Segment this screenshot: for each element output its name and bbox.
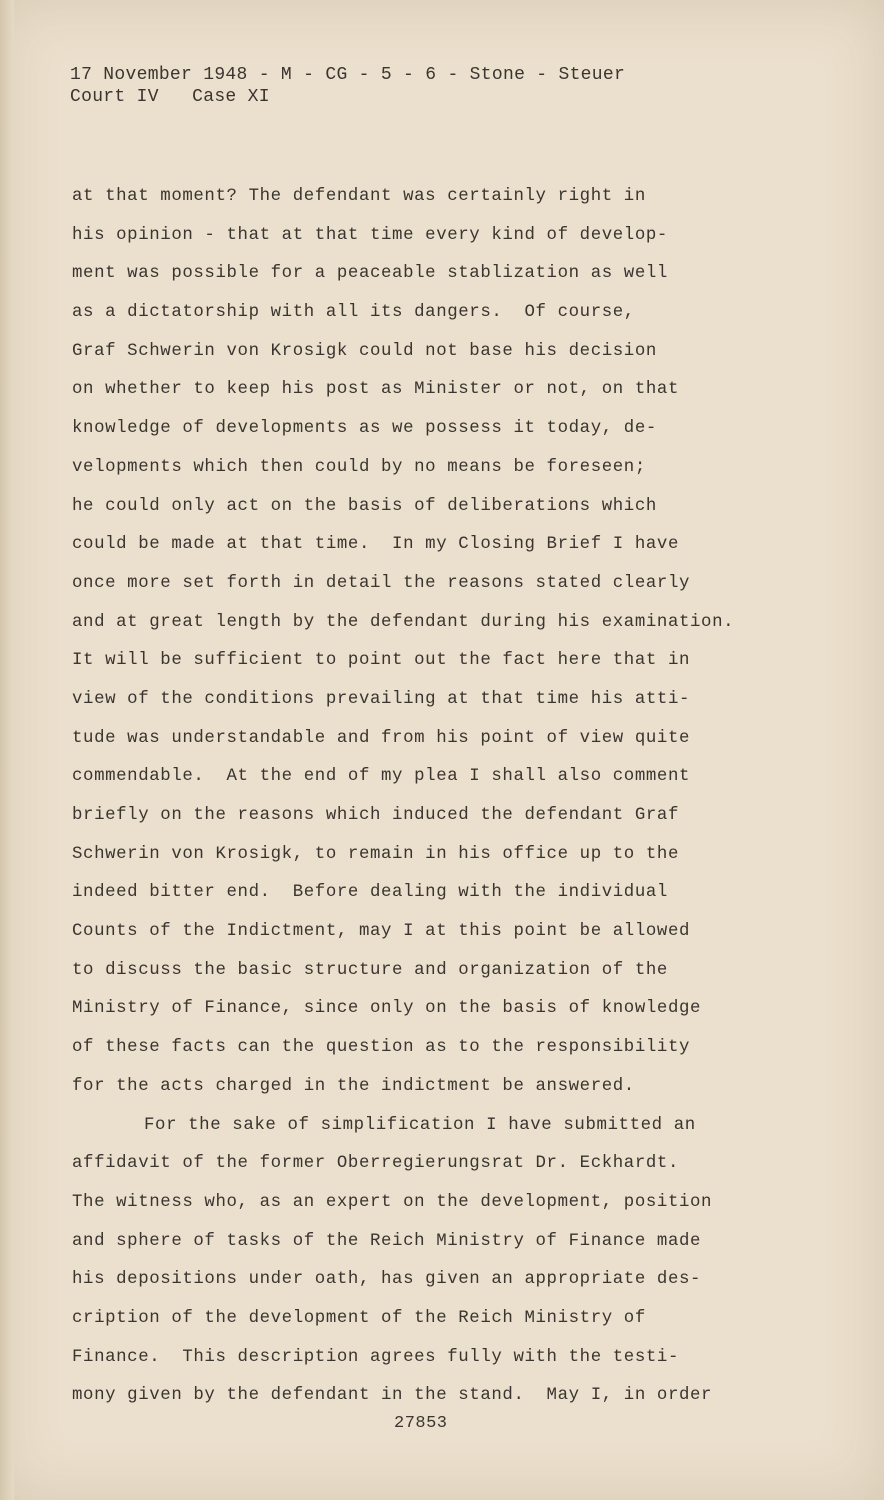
text-line: commendable. At the end of my plea I shall also comment xyxy=(72,767,691,787)
text-line: he could only act on the basis of deliberations which xyxy=(72,496,657,516)
page-header xyxy=(70,64,625,108)
binding-edge xyxy=(0,0,14,1500)
text-line: on whether to keep his post as Minister or not, on that xyxy=(72,380,679,400)
text-line: ment was possible for a peaceable stablization as well xyxy=(72,264,668,284)
header-date-line: 17 November 1948 - M - CG - 5 - 6 - Stone - Steuer xyxy=(70,65,626,85)
text-line: tude was understandable and from his point of view quite xyxy=(72,728,691,748)
text-line: indeed bitter end. Before dealing with the individual xyxy=(72,883,668,903)
text-line: to discuss the basic structure and organization of the xyxy=(72,960,668,980)
text-line: Schwerin von Krosigk, to remain in his office up to the xyxy=(72,844,679,864)
text-line: could be made at that time. In my Closing Brief I have xyxy=(72,535,679,555)
text-line: Counts of the Indictment, may I at this point be allowed xyxy=(72,922,691,942)
text-line: Ministry of Finance, since only on the basis of knowledge xyxy=(72,999,702,1019)
text-line: his opinion - that at that time every kind of develop- xyxy=(72,225,668,245)
text-line: and at great length by the defendant during his examination. xyxy=(72,612,735,632)
text-line: once more set forth in detail the reasons stated clearly xyxy=(72,573,691,593)
text-line: cription of the development of the Reich Ministry of xyxy=(72,1308,646,1328)
paragraph-start-line: For the sake of simplification I have submitted an xyxy=(144,1115,696,1135)
text-line: velopments which then could by no means be foreseen; xyxy=(72,457,646,477)
text-line: affidavit of the former Oberregierungsrat Dr. Eckhardt. xyxy=(72,1154,679,1174)
text-line: briefly on the reasons which induced the defendant Graf xyxy=(72,806,679,825)
body-text xyxy=(72,178,772,1416)
text-line: knowledge of developments as we possess it today, de- xyxy=(72,419,657,439)
text-line: view of the conditions prevailing at that time his atti- xyxy=(72,689,691,709)
text-line: for the acts charged in the indictment be answered. xyxy=(72,1076,635,1096)
text-line: at that moment? The defendant was certainly right in xyxy=(72,187,646,206)
text-line: his depositions under oath, has given an appropriate des- xyxy=(72,1270,702,1290)
text-line: as a dictatorship with all its dangers. Of course, xyxy=(72,303,635,323)
text-line: Graf Schwerin von Krosigk could not base his decision xyxy=(72,341,657,361)
text-line: Finance. This description agrees fully with the testi- xyxy=(72,1347,679,1367)
text-line: mony given by the defendant in the stand. May I, in order xyxy=(72,1386,713,1406)
text-line: of these facts can the question as to the responsibility xyxy=(72,1038,691,1058)
text-line: and sphere of tasks of the Reich Ministry of Finance made xyxy=(72,1231,702,1251)
text-line: The witness who, as an expert on the development, position xyxy=(72,1192,713,1212)
text-line: It will be sufficient to point out the fact here that in xyxy=(72,651,691,671)
page-number: 27853 xyxy=(394,1414,448,1433)
header-court-line: Court IV Case XI xyxy=(70,87,270,107)
